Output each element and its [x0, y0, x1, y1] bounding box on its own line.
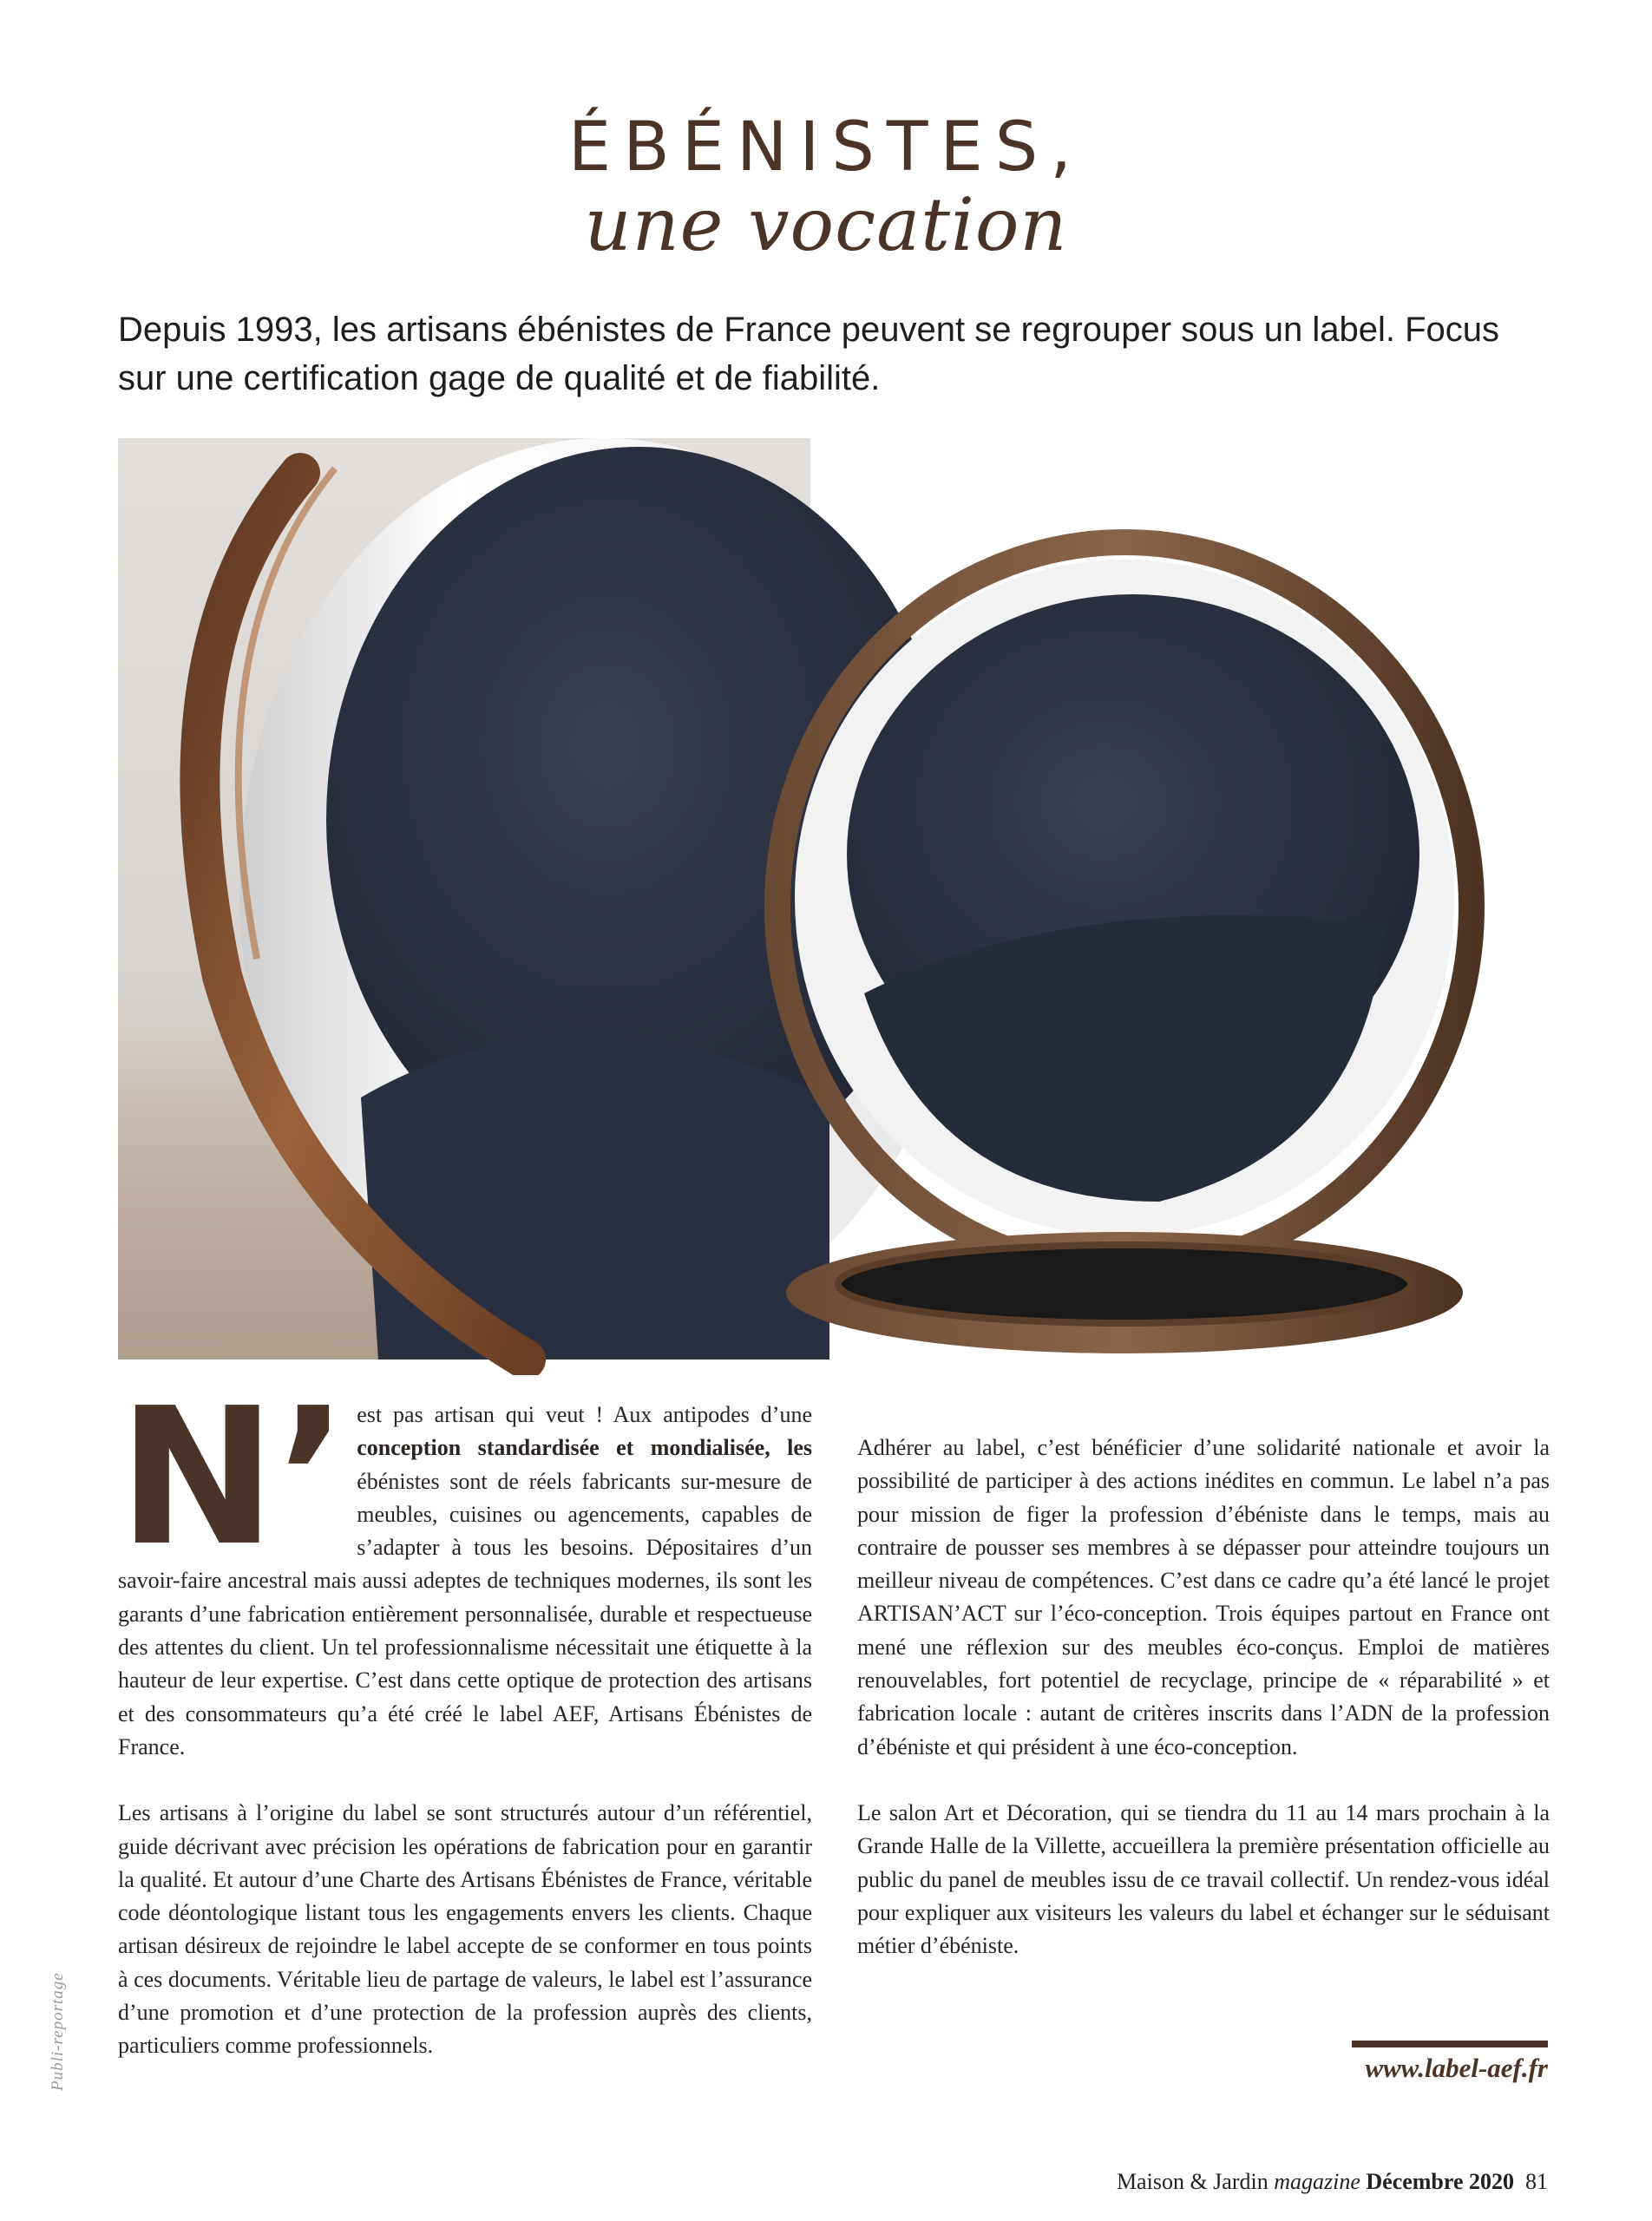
- paragraph-1-lead: est pas artisan qui veut ! Aux antipodes d’une: [357, 1402, 812, 1427]
- article-column-right: [857, 1432, 1550, 1995]
- footer-publication: Maison & Jardin: [1116, 2169, 1268, 2194]
- website-link[interactable]: www.label-aef.fr: [1365, 2053, 1548, 2083]
- paragraph-4: Le salon Art et Décoration, qui se tiendra du 11 au 14 mars prochain à la Grande Halle de la Villette, accueillera la première présentation officielle au public du panel de meubles issu de ce travail collectif. Un rendez-vous idéal pour expliquer aux visiteurs les valeurs du label et échanger sur le séduisant métier d’ébéniste.: [857, 1799, 1550, 1959]
- article-column-left: [118, 1368, 812, 2096]
- page-number: 81: [1525, 2169, 1548, 2194]
- paragraph-1: [118, 1368, 812, 1764]
- paragraph-3: Adhérer au label, c’est bénéficier d’une solidarité nationale et avoir la possibilité de participer à des actions inédites en commun. Le label n’a pas pour mission de figer la profession d’ébéniste dans le temps, mais au contraire de pousser ses membres à se dépasser pour atteindre toujours un meilleur niveau de compétences. C’est dans ce cadre qu’a été lancé le projet ARTISAN’ACT sur l’éco-conception. Trois équipes partout en France ont mené une réflexion sur des meubles éco-conçus. Emploi de matières renouvelables, fort potentiel de recyclage, principe de « réparabilité » et fabrication locale : autant de critères inscrits dans l’ADN de la profession d’ébéniste et qui président à une éco-conception.: [857, 1435, 1550, 1759]
- article-title: ÉBÉNISTES,: [567, 108, 1085, 187]
- chair-illustration: [118, 438, 1652, 1375]
- article-subtitle: une vocation: [584, 182, 1068, 267]
- url-divider: [1352, 2041, 1548, 2047]
- paragraph-2: Les artisans à l’origine du label se sont structurés autour d’un référentiel, guide décrivant avec précision les opérations de fabrication pour en garantir la qualité. Et autour d’une Charte des Artisans Ébénistes de France, véritable code déontologique listant tous les engagements envers les clients. Chaque artisan désireux de rejoindre le label accepte de se conformer en tous points à ces documents. Véritable lieu de partage de valeurs, le label est l’assurance d’une promotion et d’une protection de la profession auprès des clients, particuliers comme professionnels.: [118, 1800, 812, 2059]
- paragraph-1-rest: ébénistes sont de réels fabricants sur-mesure de meubles, cuisines ou agencements, capables de s’adapter à tous les besoins. Dépositaires d’un savoir-faire ancestral mais aussi adeptes de techniques modernes, ils sont les garants d’une fabrication entièrement personnalisée, durable et respectueuse des attentes du client. Un tel professionnalisme nécessitait une étiquette à la hauteur de leur expertise. C’est dans cette optique de protection des artisans et des consommateurs qu’a été créé le label AEF, Artisans Ébénistes de France.: [118, 1468, 812, 1759]
- page-footer: [1041, 2169, 1548, 2195]
- chair-photo: [118, 438, 1652, 1375]
- drop-cap: N’: [118, 1368, 349, 1588]
- footer-date: Décembre 2020: [1366, 2169, 1514, 2194]
- article-intro: Depuis 1993, les artisans ébénistes de France peuvent se regrouper sous un label. Focus sur une certification gage de qualité et de fiabilité.: [118, 311, 1500, 397]
- side-label: Publi-reportage: [49, 1972, 67, 2091]
- footer-magazine: magazine: [1274, 2169, 1360, 2194]
- paragraph-1-bold: conception standardisée et mondialisée, les: [357, 1435, 812, 1461]
